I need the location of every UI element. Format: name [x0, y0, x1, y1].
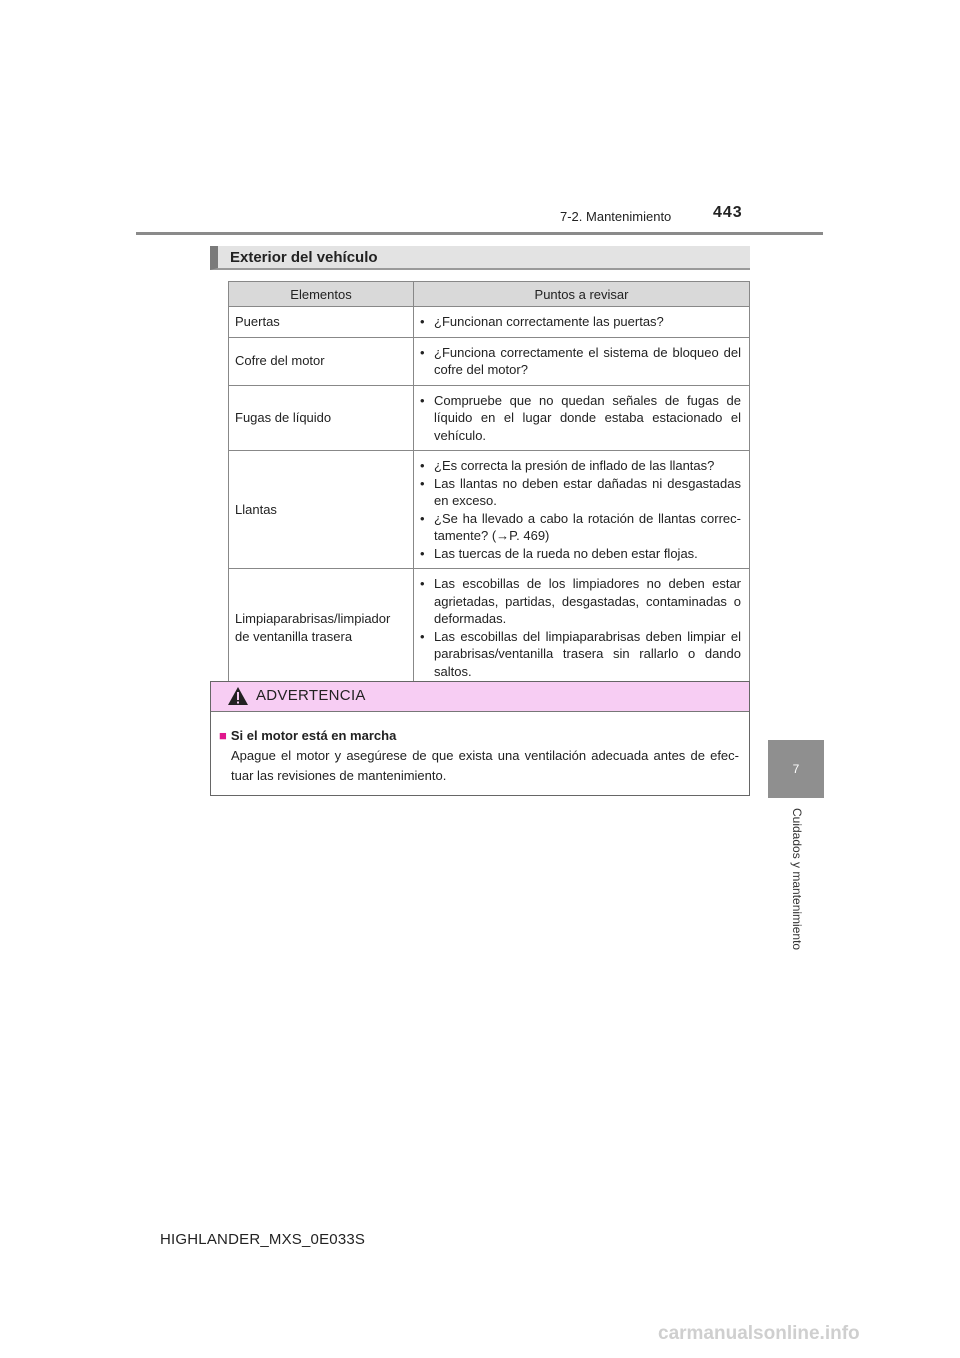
table-row: [229, 307, 750, 338]
row-checks: [414, 307, 750, 338]
check-item: • ¿Funcionan correctamente las puertas?: [420, 314, 664, 329]
chapter-tab: [768, 740, 824, 798]
row-checks: [414, 451, 750, 569]
row-item: Llantas: [229, 451, 414, 569]
table-row: [229, 569, 750, 687]
check-item: • Las llantas no deben estar dañadas ni desgastadas en exceso.: [420, 475, 741, 508]
warning-subtitle: ■ Si el motor está en marcha: [219, 726, 739, 746]
warning-box: [210, 681, 750, 796]
warning-text: Apague el motor y asegúrese de que exista una ventilación adecuada antes de efec-tuar las revisiones de mantenimiento.: [231, 748, 739, 783]
row-item: Puertas: [229, 307, 414, 338]
row-checks: [414, 569, 750, 687]
row-checks: [414, 385, 750, 451]
chapter-label: Cuidados y mantenimiento: [790, 808, 804, 951]
watermark: carmanualsonline.info: [658, 1323, 860, 1344]
check-item: • ¿Se ha llevado a cabo la rotación de llantas correc-tamente? (→P. 469): [420, 510, 741, 543]
footer-code: HIGHLANDER_MXS_0E033S: [160, 1231, 366, 1248]
check-item: • ¿Es correcta la presión de inflado de las llantas?: [420, 458, 715, 473]
warning-header: [211, 682, 749, 712]
square-bullet-icon: ■: [219, 728, 227, 743]
section-title-text: Exterior del vehículo: [230, 249, 378, 266]
section-title: [210, 246, 750, 270]
header-rule: [136, 232, 823, 235]
row-item: Limpiaparabrisas/limpiador de ventanilla trasera: [229, 569, 414, 687]
column-header-checks: Puntos a revisar: [414, 282, 750, 307]
maintenance-table: [228, 281, 750, 687]
table-row: [229, 385, 750, 451]
warning-triangle-icon: [227, 686, 249, 706]
warning-title: ADVERTENCIA: [256, 687, 366, 704]
chapter-number: 7: [792, 762, 800, 776]
check-item: • ¿Funciona correctamente el sistema de bloqueo del cofre del motor?: [420, 344, 741, 377]
row-item: Cofre del motor: [229, 337, 414, 385]
warning-body: [211, 712, 749, 786]
table-header-row: [229, 282, 750, 307]
check-item: • Las escobillas de los limpiadores no deben estar agrietadas, partidas, desgastadas, contaminadas o deformadas.: [420, 576, 741, 626]
row-item: Fugas de líquido: [229, 385, 414, 451]
check-item: • Las escobillas del limpiaparabrisas deben limpiar el parabrisas/ventanilla trasera sin rallarlo o dando saltos.: [420, 628, 741, 679]
table-row: [229, 451, 750, 569]
check-item: • Compruebe que no quedan señales de fugas de líquido en el lugar donde estaba estacionado el vehículo.: [420, 392, 741, 443]
page-number: 443: [713, 204, 743, 221]
row-checks: [414, 337, 750, 385]
table-row: [229, 337, 750, 385]
check-item: • Las tuercas de la rueda no deben estar flojas.: [420, 545, 698, 561]
header-section: 7-2. Mantenimiento: [560, 209, 672, 224]
column-header-items: Elementos: [229, 282, 414, 307]
